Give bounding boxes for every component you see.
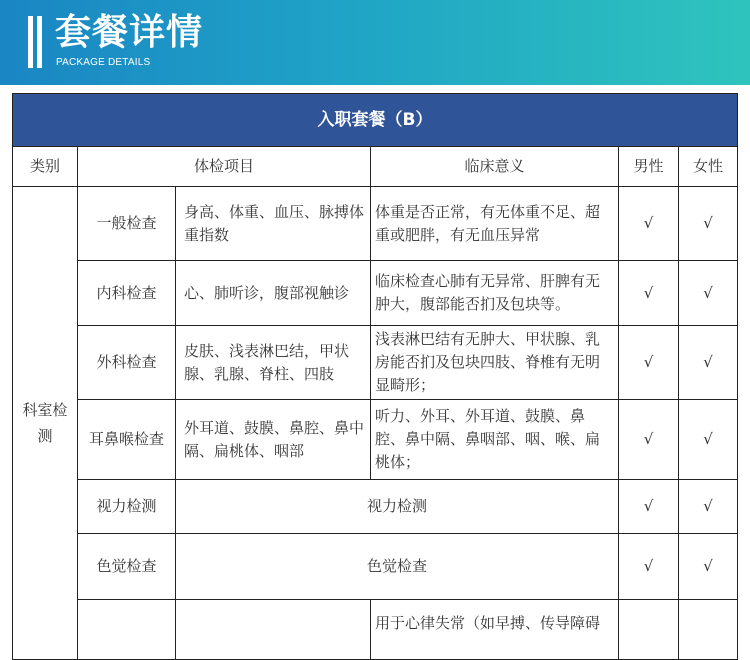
table-row	[13, 400, 738, 480]
category-cell	[13, 187, 78, 660]
clinical-meaning: 浅表淋巴结有无肿大、甲状腺、乳房能否扪及包块四肢、脊椎有无明显畸形；	[371, 326, 619, 400]
header-accent-bar	[28, 16, 33, 68]
female-check: √	[679, 326, 738, 400]
column-header-meaning: 临床意义	[371, 147, 619, 187]
table-row	[13, 600, 738, 660]
page-subtitle: PACKAGE DETAILS	[56, 57, 151, 68]
exam-name: 视力检测	[78, 480, 176, 534]
male-check: √	[619, 261, 679, 326]
package-name: 入职套餐（B）	[13, 94, 738, 147]
page-header	[0, 0, 750, 85]
column-header-female: 女性	[679, 147, 738, 187]
exam-name: 一般检查	[78, 187, 176, 261]
male-check: √	[619, 326, 679, 400]
column-header-male: 男性	[619, 147, 679, 187]
exam-merged: 色觉检查	[176, 534, 619, 600]
clinical-meaning: 体重是否正常，有无体重不足、超重或肥胖，有无血压异常	[371, 187, 619, 261]
table-header-row	[13, 147, 738, 187]
column-header-items: 体检项目	[78, 147, 371, 187]
column-header-category: 类别	[13, 147, 78, 187]
exam-items	[176, 600, 371, 660]
exam-items: 外耳道、鼓膜、鼻腔、鼻中隔、扁桃体、咽部	[176, 400, 371, 480]
exam-name: 耳鼻喉检查	[78, 400, 176, 480]
male-check: √	[619, 400, 679, 480]
table-row	[13, 261, 738, 326]
clinical-meaning: 临床检查心肺有无异常、肝脾有无肿大，腹部能否扪及包块等。	[371, 261, 619, 326]
table-row	[13, 326, 738, 400]
exam-merged: 视力检测	[176, 480, 619, 534]
table-row	[13, 187, 738, 261]
page-title: 套餐详情	[55, 12, 204, 53]
clinical-meaning: 用于心律失常（如早搏、传导障碍	[371, 600, 619, 660]
header-accent-bar	[37, 16, 42, 68]
exam-name: 色觉检查	[78, 534, 176, 600]
male-check: √	[619, 534, 679, 600]
exam-items: 身高、体重、血压、脉搏体重指数	[176, 187, 371, 261]
male-check: √	[619, 187, 679, 261]
female-check: √	[679, 480, 738, 534]
exam-name	[78, 600, 176, 660]
female-check: √	[679, 400, 738, 480]
male-check	[619, 600, 679, 660]
table-row	[13, 480, 738, 534]
clinical-meaning: 听力、外耳、外耳道、鼓膜、鼻腔、鼻中隔、鼻咽部、咽、喉、扁桃体；	[371, 400, 619, 480]
male-check: √	[619, 480, 679, 534]
table-caption-row	[13, 94, 738, 147]
female-check	[679, 600, 738, 660]
table-row	[13, 534, 738, 600]
exam-items: 心、肺听诊，腹部视触诊	[176, 261, 371, 326]
female-check: √	[679, 261, 738, 326]
exam-name: 外科检查	[78, 326, 176, 400]
exam-items: 皮肤、浅表淋巴结，甲状腺、乳腺、脊柱、四肢	[176, 326, 371, 400]
exam-name: 内科检查	[78, 261, 176, 326]
female-check: √	[679, 187, 738, 261]
female-check: √	[679, 534, 738, 600]
package-table	[12, 93, 738, 660]
category-label: 科室检测	[22, 401, 68, 445]
